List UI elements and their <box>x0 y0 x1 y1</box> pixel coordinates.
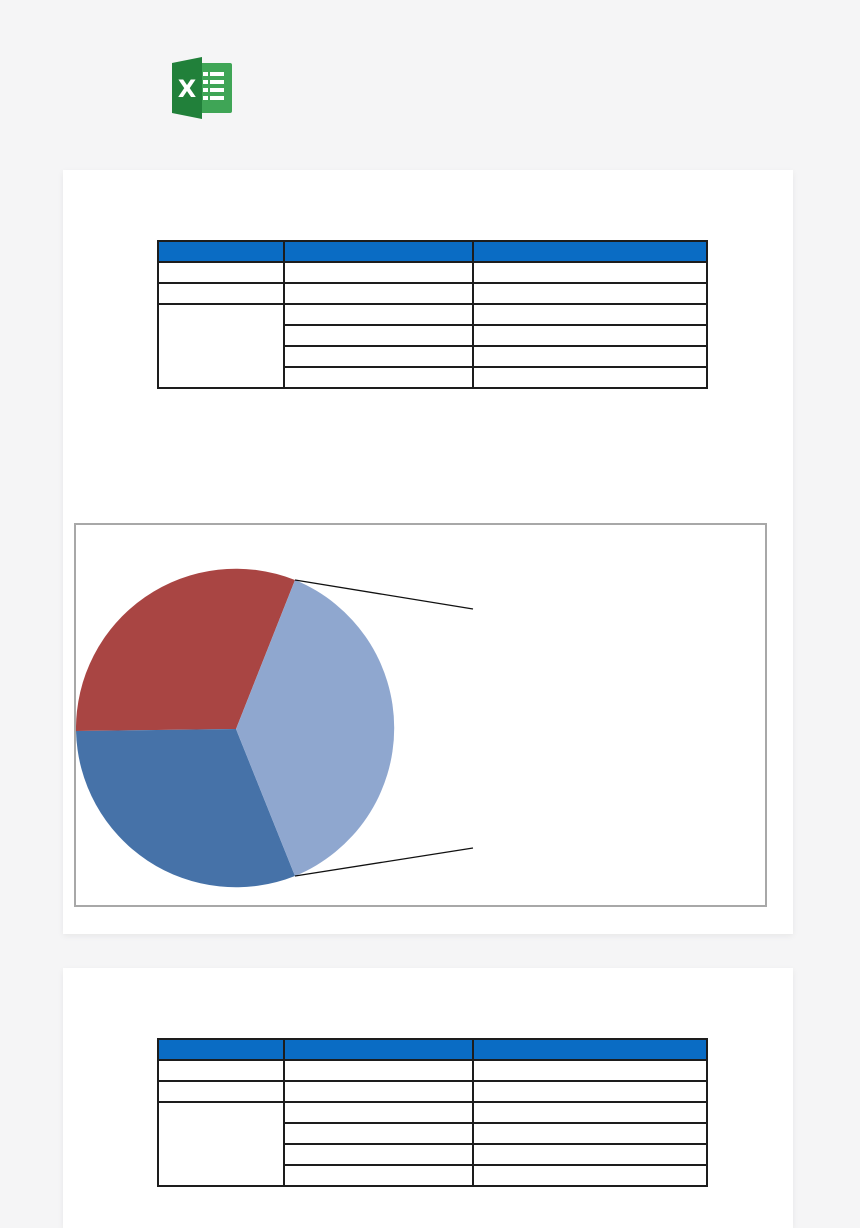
excel-icon <box>170 55 234 119</box>
sheet-preview-1 <box>63 170 793 934</box>
bar-of-pie-chart <box>74 523 767 907</box>
subtitle <box>276 103 356 123</box>
svg-text:X: X <box>177 75 197 103</box>
header <box>0 0 860 150</box>
table-row <box>158 1060 707 1081</box>
sheet-preview-2 <box>63 968 793 1228</box>
chart-canvas <box>76 525 769 909</box>
table-header-row <box>158 241 707 262</box>
profit-table <box>157 1038 708 1187</box>
table-row <box>158 1081 707 1102</box>
table-row <box>158 1102 707 1123</box>
table-row <box>158 283 707 304</box>
table-row <box>158 304 707 325</box>
header-company <box>158 241 284 262</box>
header-sub <box>284 241 473 262</box>
table-row <box>158 262 707 283</box>
table-header-row <box>158 1039 707 1060</box>
profit-table <box>157 240 708 389</box>
header-profit <box>473 241 707 262</box>
